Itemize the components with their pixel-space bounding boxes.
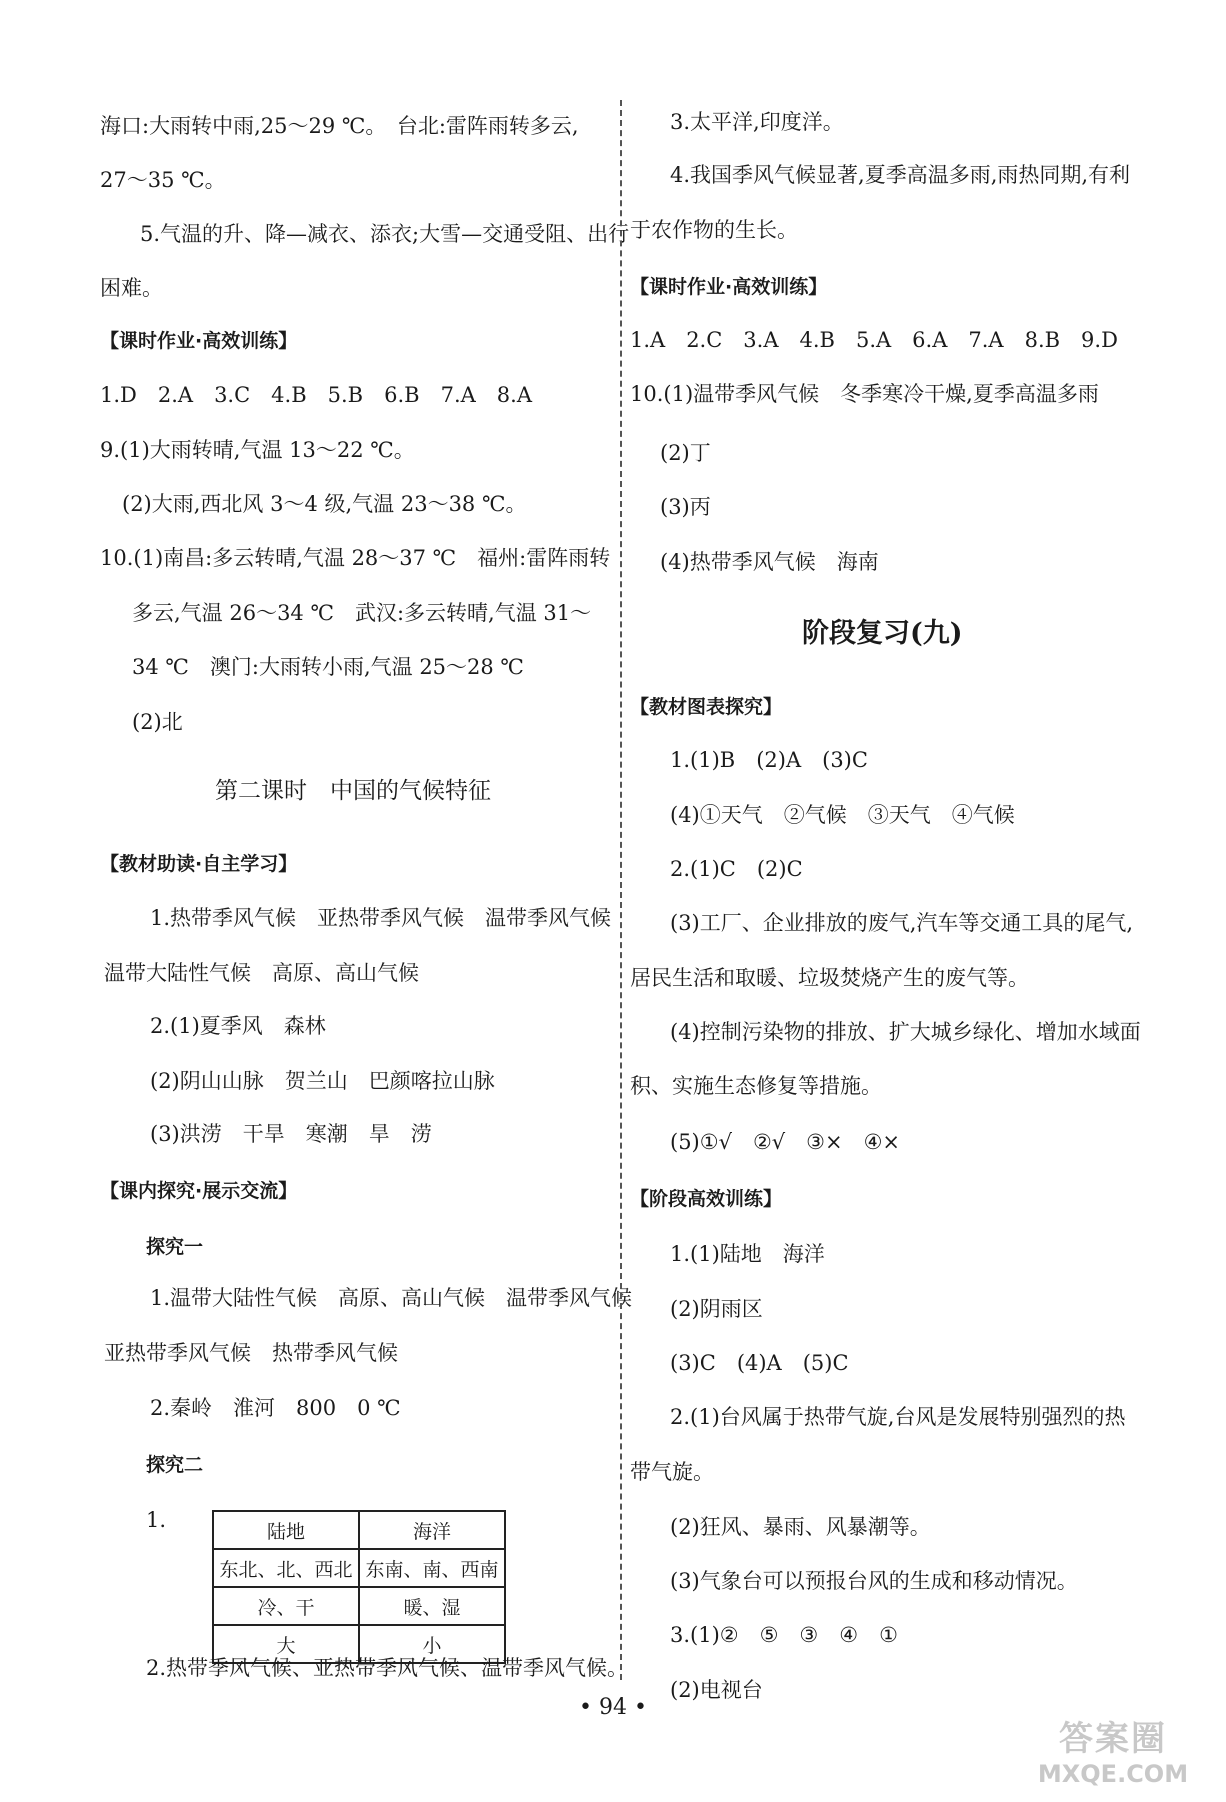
text-line: (2)阴山山脉 贺兰山 巴颜喀拉山脉 <box>150 1069 495 1093</box>
text-line: 居民生活和取暖、垃圾焚烧产生的废气等。 <box>630 966 1029 990</box>
text-line: (2)阴雨区 <box>670 1297 763 1321</box>
lesson-title: 第二课时 中国的气候特征 <box>215 778 491 804</box>
text-line: 1.(1)B (2)A (3)C <box>670 748 868 772</box>
text-line: 1. <box>146 1508 167 1532</box>
text-line: (3)洪涝 干旱 寒潮 旱 涝 <box>150 1122 432 1146</box>
text-line: 海口:大雨转中雨,25～29 ℃。 台北:雷阵雨转多云, <box>100 114 579 138</box>
table-cell: 小 <box>359 1625 505 1663</box>
text-line: 2.(1)台风属于热带气旋,台风是发展特别强烈的热 <box>670 1405 1126 1429</box>
text-line: (4)①天气 ②气候 ③天气 ④气候 <box>670 803 1015 827</box>
text-line: 3.太平洋,印度洋。 <box>670 110 844 134</box>
text-line: (4)热带季风气候 海南 <box>660 550 879 574</box>
table-row <box>213 1511 505 1549</box>
section-heading: 【课时作业·高效训练】 <box>100 330 298 352</box>
section-heading: 【教材助读·自主学习】 <box>100 853 298 875</box>
text-line: 1.(1)陆地 海洋 <box>670 1242 825 1266</box>
table-row <box>213 1587 505 1625</box>
text-line: 34 ℃ 澳门:大雨转小雨,气温 25～28 ℃ <box>132 655 524 679</box>
text-line: 于农作物的生长。 <box>630 218 798 242</box>
text-line: (2)狂风、暴雨、风暴潮等。 <box>670 1515 931 1539</box>
section-heading: 【课内探究·展示交流】 <box>100 1180 298 1202</box>
text-line: 1.D 2.A 3.C 4.B 5.B 6.B 7.A 8.A <box>100 383 532 407</box>
text-line: 5.气温的升、降—减衣、添衣;大雪—交通受阻、出行 <box>140 222 630 246</box>
text-line: (3)C (4)A (5)C <box>670 1351 849 1375</box>
section-heading: 【阶段高效训练】 <box>630 1188 783 1210</box>
text-line: (2)丁 <box>660 441 711 465</box>
table-cell: 冷、干 <box>213 1587 359 1625</box>
watermark-domain: MXQE.COM <box>1037 1760 1189 1788</box>
watermark-text: 答案圈 <box>1059 1719 1167 1759</box>
text-line: (2)电视台 <box>670 1678 763 1702</box>
text-line: 3.(1)② ⑤ ③ ④ ① <box>670 1623 898 1647</box>
text-line: 2.(1)夏季风 森林 <box>150 1014 326 1038</box>
table-row <box>213 1549 505 1587</box>
review-title: 阶段复习(九) <box>802 618 963 649</box>
text-line: (2)北 <box>132 710 183 734</box>
text-line: 带气旋。 <box>630 1460 714 1484</box>
section-heading: 【课时作业·高效训练】 <box>630 276 828 298</box>
subsection-heading: 探究一 <box>146 1236 204 1258</box>
text-line: (4)控制污染物的排放、扩大城乡绿化、增加水域面 <box>670 1020 1141 1044</box>
text-line: 1.A 2.C 3.A 4.B 5.A 6.A 7.A 8.B 9.D <box>630 328 1118 352</box>
comparison-table <box>212 1510 506 1664</box>
text-line: 温带大陆性气候 高原、高山气候 <box>104 961 419 985</box>
text-line: 27～35 ℃。 <box>100 168 226 192</box>
text-line: 2.(1)C (2)C <box>670 857 803 881</box>
page-number: • 94 • <box>579 1695 647 1720</box>
table-cell: 东北、北、西北 <box>213 1549 359 1587</box>
table-cell: 东南、南、西南 <box>359 1549 505 1587</box>
table-cell: 暖、湿 <box>359 1587 505 1625</box>
text-line: 多云,气温 26～34 ℃ 武汉:多云转晴,气温 31～ <box>132 601 592 625</box>
text-line: 1.温带大陆性气候 高原、高山气候 温带季风气候 <box>150 1286 633 1310</box>
text-line: 积、实施生态修复等措施。 <box>630 1074 882 1098</box>
text-line: 10.(1)南昌:多云转晴,气温 28～37 ℃ 福州:雷阵雨转 <box>100 546 611 570</box>
text-line: (3)工厂、企业排放的废气,汽车等交通工具的尾气, <box>670 911 1134 935</box>
table-cell: 海洋 <box>359 1511 505 1549</box>
text-line: (3)气象台可以预报台风的生成和移动情况。 <box>670 1569 1078 1593</box>
text-line: (5)①√ ②√ ③× ④× <box>670 1130 901 1154</box>
text-line: 困难。 <box>100 276 163 300</box>
text-line: 4.我国季风气候显著,夏季高温多雨,雨热同期,有利 <box>670 163 1131 187</box>
table-cell: 陆地 <box>213 1511 359 1549</box>
table-cell: 大 <box>213 1625 359 1663</box>
text-line: 2.秦岭 淮河 800 0 ℃ <box>150 1396 401 1420</box>
text-line: 1.热带季风气候 亚热带季风气候 温带季风气候 <box>150 906 612 930</box>
text-line: 2.热带季风气候、亚热带季风气候、温带季风气候。 <box>146 1656 629 1680</box>
text-line: (3)丙 <box>660 495 711 519</box>
subsection-heading: 探究二 <box>146 1454 204 1476</box>
section-heading: 【教材图表探究】 <box>630 696 783 718</box>
text-line: (2)大雨,西北风 3～4 级,气温 23～38 ℃。 <box>122 492 527 516</box>
text-line: 10.(1)温带季风气候 冬季寒冷干燥,夏季高温多雨 <box>630 382 1099 406</box>
watermark-logo <box>1028 1711 1198 1788</box>
text-line: 9.(1)大雨转晴,气温 13～22 ℃。 <box>100 438 415 462</box>
text-line: 亚热带季风气候 热带季风气候 <box>104 1341 398 1365</box>
column-divider <box>620 100 622 1680</box>
